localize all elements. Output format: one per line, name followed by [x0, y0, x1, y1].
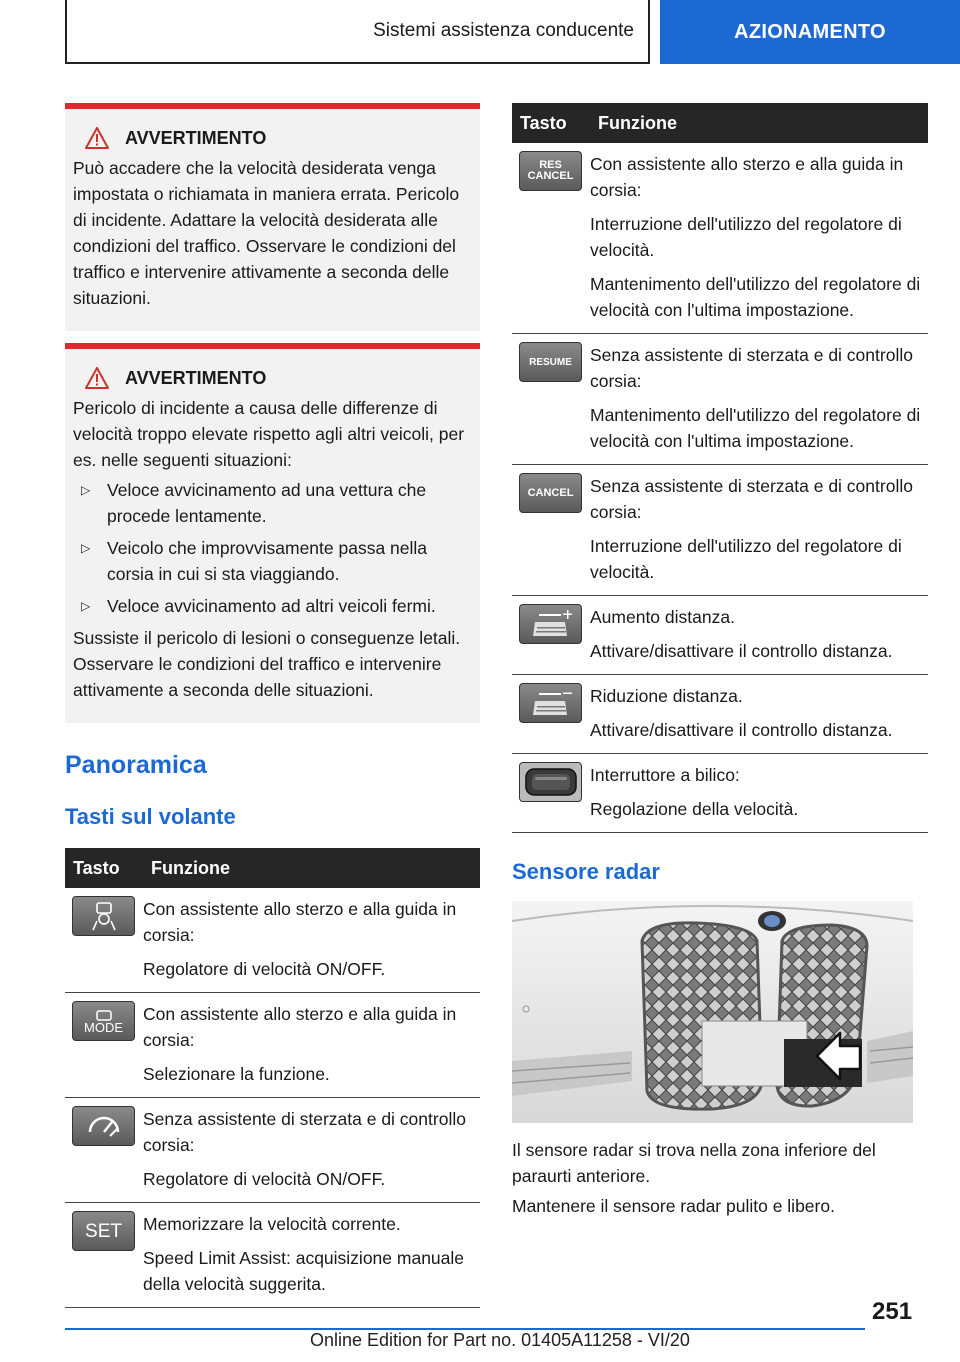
cancel-icon: CANCEL [519, 473, 582, 513]
res-cancel-icon: RES CANCEL [519, 151, 582, 191]
page-number: 251 [872, 1298, 913, 1325]
function-text: Interruttore a bilico: [590, 765, 740, 785]
function-text: Regolatore di velocità ON/OFF. [143, 1169, 386, 1189]
warning-box-1 [65, 103, 480, 331]
header-function: Funzione [143, 848, 480, 888]
function-text: Interruzione dell'utilizzo del regolatore di velocità. [590, 536, 902, 582]
set-icon: SET [72, 1211, 135, 1251]
warning-title: AVVERTIMENTO [85, 125, 472, 151]
function-text: Interruzione dell'utilizzo del regolatore di velocità. [590, 214, 902, 260]
function-text: Mantenimento dell'utilizzo del regolatore di velocità con l'ultima impostazione. [590, 405, 921, 451]
function-text: Selezionare la funzione. [143, 1064, 330, 1084]
function-text: Riduzione distanza. [590, 686, 743, 706]
radar-sensor-heading: Sensore radar [512, 859, 660, 884]
function-text: Senza assistente di sterzata e di controllo corsia: [143, 1109, 466, 1155]
warning-outro: Sussiste il pericolo di lesioni o conseguenze letali. Osservare le condizioni del traffico e intervenire attivamente a seconda delle situazioni. [73, 628, 461, 700]
warning-list-item: ▷ Veloce avvicinamento ad altri veicoli fermi. [81, 593, 472, 619]
function-text: Con assistente allo sterzo e alla guida in corsia: [143, 899, 457, 945]
table-row [512, 754, 928, 833]
resume-icon: RESUME [519, 342, 582, 382]
right-key-table [512, 103, 928, 833]
header-section-tab [65, 0, 650, 64]
radar-sensor-image [512, 901, 913, 1123]
warning-list [73, 477, 472, 619]
function-text: Regolazione della velocità. [590, 799, 799, 819]
table-row [65, 1098, 480, 1203]
table-header-row [65, 848, 480, 888]
steering-wheel-keys-heading: Tasti sul volante [65, 804, 236, 829]
header-key: Tasto [65, 848, 143, 888]
function-text: Speed Limit Assist: acquisizione manuale della velocità suggerita. [143, 1248, 465, 1294]
header-section-title: Sistemi assistenza conducente [373, 20, 634, 41]
function-text: Senza assistente di sterzata e di controllo corsia: [590, 345, 913, 391]
function-text: Con assistente allo sterzo e alla guida in corsia: [590, 154, 904, 200]
function-text: Senza assistente di sterzata e di controllo corsia: [590, 476, 913, 522]
function-text: Regolatore di velocità ON/OFF. [143, 959, 386, 979]
table-row [65, 888, 480, 993]
function-text: Con assistente allo sterzo e alla guida in corsia: [143, 1004, 457, 1050]
table-row [65, 1203, 480, 1308]
table-row [512, 675, 928, 754]
left-column [65, 103, 480, 1308]
left-key-table [65, 848, 480, 1308]
rocker-switch-icon [519, 762, 582, 802]
header-key: Tasto [512, 103, 590, 143]
right-column [512, 103, 928, 1219]
warning-triangle-icon [85, 367, 109, 389]
table-row [65, 993, 480, 1098]
speed-control-icon [72, 896, 135, 936]
footer-edition: Online Edition for Part no. 01405A11258 - VI/20 [310, 1330, 690, 1350]
function-text: Aumento distanza. [590, 607, 735, 627]
table-row [512, 143, 928, 334]
warning-triangle-icon [85, 127, 109, 149]
distance-increase-icon [519, 604, 582, 644]
header-chapter-tab [660, 0, 960, 64]
speed-limiter-icon [72, 1106, 135, 1146]
warning-intro: Pericolo di incidente a causa delle differenze di velocità troppo elevate rispetto agli altri veicoli, per es. nelle seguenti situazioni: [73, 398, 465, 470]
radar-text-1: Il sensore radar si trova nella zona inferiore del paraurti anteriore. [512, 1140, 876, 1186]
warning-box-2 [65, 343, 480, 723]
radar-text-2: Mantenere il sensore radar pulito e libero. [512, 1196, 835, 1216]
function-text: Attivare/disattivare il controllo distanza. [590, 720, 893, 740]
table-row [512, 465, 928, 596]
table-row [512, 596, 928, 675]
warning-title: AVVERTIMENTO [85, 365, 472, 391]
warning-list-item: ▷ Veloce avvicinamento ad una vettura che procede lentamente. [81, 477, 472, 529]
table-row [512, 334, 928, 465]
header-chapter-title: AZIONAMENTO [734, 20, 886, 43]
overview-heading: Panoramica [65, 751, 207, 779]
function-text: Memorizzare la velocità corrente. [143, 1214, 401, 1234]
mode-icon: MODE [72, 1001, 135, 1041]
header-function: Funzione [590, 103, 928, 143]
function-text: Attivare/disattivare il controllo distanza. [590, 641, 893, 661]
function-text: Mantenimento dell'utilizzo del regolatore di velocità con l'ultima impostazione. [590, 274, 921, 320]
warning-list-item: ▷ Veicolo che improvvisamente passa nella corsia in cui si sta viaggiando. [81, 535, 472, 587]
distance-decrease-icon [519, 683, 582, 723]
warning-text: Può accadere che la velocità desiderata venga impostata o richiamata in maniera errata. Pericolo di incidente. Adattare la velocità desiderata alle condizioni del traffico. Osservare le condizioni del traffico e intervenire attivamente a seconda delle situazioni. [73, 158, 460, 308]
table-header-row [512, 103, 928, 143]
